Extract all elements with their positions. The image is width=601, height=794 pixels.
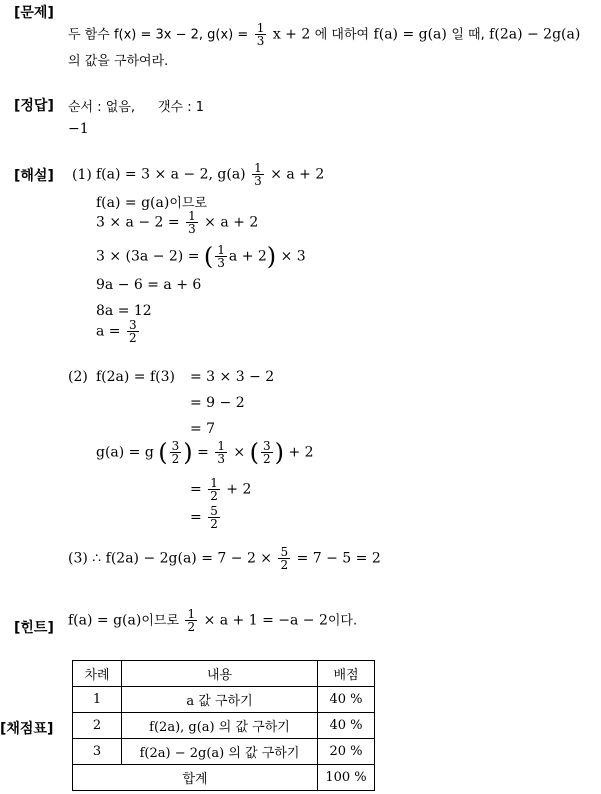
step-2-number: (2) [68, 369, 88, 385]
fraction: $\frac{1}{3}$ [254, 161, 262, 188]
table-row [73, 739, 375, 765]
hint-text: f(a) = g(a)이므로 $\frac{1}{2}$ × a + 1 = −a − 2이다. [68, 607, 358, 634]
answer-label: [정답] [14, 98, 54, 114]
answer-value: −1 [68, 121, 89, 137]
problem-text: 두 함수 f(x) = 3x − 2, g(x) = [68, 27, 249, 43]
step-2-line-4: g(a) = g ( $\frac{3}{2}$ ) = $\frac{1}{3}$ × ( $\frac{3}{2}$ ) + 2 [96, 438, 314, 467]
step-1-line-2: f(a) = g(a)이므로 [96, 195, 208, 211]
problem-expr: f(a) = g(a) [373, 26, 447, 43]
rubric-label: [채점표] [0, 721, 54, 737]
step-1-line-3: 3 × a − 2 = $\frac{1}{3}$ × a + 2 [96, 209, 259, 236]
header-cell: 내용 [122, 661, 318, 687]
fraction: $\frac{3}{2}$ [171, 439, 180, 466]
step-2-line-2: = 9 − 2 [190, 395, 245, 411]
total-value: 100 % [318, 765, 375, 791]
problem-expr: x + 2 [272, 26, 311, 43]
problem-text: 에 대하여 [314, 27, 370, 43]
step-2-line-3: = 7 [190, 421, 216, 437]
table-total-row [73, 765, 375, 791]
problem-line-1 [68, 22, 580, 47]
rubric-table [72, 660, 375, 791]
step-1-line-4: 3 × (3a − 2) = ( $\frac{1}{3}$ a + 2) × 3 [96, 242, 306, 271]
table-cell: 2 [73, 713, 122, 739]
step-3: (3) ∴ f(2a) − 2g(a) = 7 − 2 × $\frac{5}{2}$ = 7 − 5 = 2 [68, 545, 381, 572]
step-1-line-7: a = $\frac{3}{2}$ [96, 318, 137, 345]
step-2-line-1-left: f(2a) = f(3) [96, 369, 176, 385]
table-cell: 1 [73, 687, 122, 713]
total-label: 합계 [73, 765, 318, 791]
table-cell: 3 [73, 739, 122, 765]
fraction: $\frac{5}{2}$ [280, 545, 289, 572]
step-2-line-1-right: = 3 × 3 − 2 [190, 369, 275, 385]
table-cell: f(2a) − 2g(a) 의 값 구하기 [122, 739, 318, 765]
step-1-line-6: 8a = 12 [96, 303, 152, 319]
problem-text: 일 때, [451, 27, 485, 43]
problem-expr: f(2a) − 2g(a) [489, 26, 581, 43]
fraction: $\frac{1}{3}$ [256, 21, 265, 48]
table-cell: 40 % [318, 687, 375, 713]
answer-order: 순서 : 없음, [68, 100, 136, 115]
fraction: $\frac{5}{2}$ [210, 504, 218, 531]
table-row [73, 687, 375, 713]
fraction: $\frac{1}{2}$ [187, 607, 196, 634]
problem-line-2: 의 값을 구하여라. [68, 54, 169, 69]
step-2-line-5: = $\frac{1}{2}$ + 2 [190, 476, 252, 503]
table-cell: 20 % [318, 739, 375, 765]
hint-label: [힌트] [14, 620, 54, 636]
table-header-row [73, 661, 375, 687]
table-cell: f(2a), g(a) 의 값 구하기 [122, 713, 318, 739]
fraction: $\frac{1}{3}$ [217, 439, 225, 466]
problem-label: [문제] [14, 5, 54, 21]
step-2-line-6: = $\frac{5}{2}$ [190, 504, 218, 531]
fraction: $\frac{3}{2}$ [262, 439, 271, 466]
step-1-line-1: f(a) = 3 × a − 2, g(a) $\frac{1}{3}$ × a + 2 [96, 161, 325, 188]
table-cell: a 값 구하기 [122, 687, 318, 713]
fraction: $\frac{1}{3}$ [217, 243, 225, 270]
fraction: $\frac{3}{2}$ [128, 318, 137, 345]
table-row [73, 713, 375, 739]
fraction: $\frac{1}{2}$ [210, 476, 218, 503]
solution-label: [해설] [14, 168, 54, 184]
step-1-line-5: 9a − 6 = a + 6 [96, 277, 202, 293]
table-cell: 40 % [318, 713, 375, 739]
step-1-number: (1) [72, 167, 92, 183]
header-cell: 배점 [318, 661, 375, 687]
fraction: $\frac{1}{3}$ [188, 209, 196, 236]
header-cell: 차례 [73, 661, 122, 687]
answer-count: 갯수 : 1 [158, 100, 205, 115]
